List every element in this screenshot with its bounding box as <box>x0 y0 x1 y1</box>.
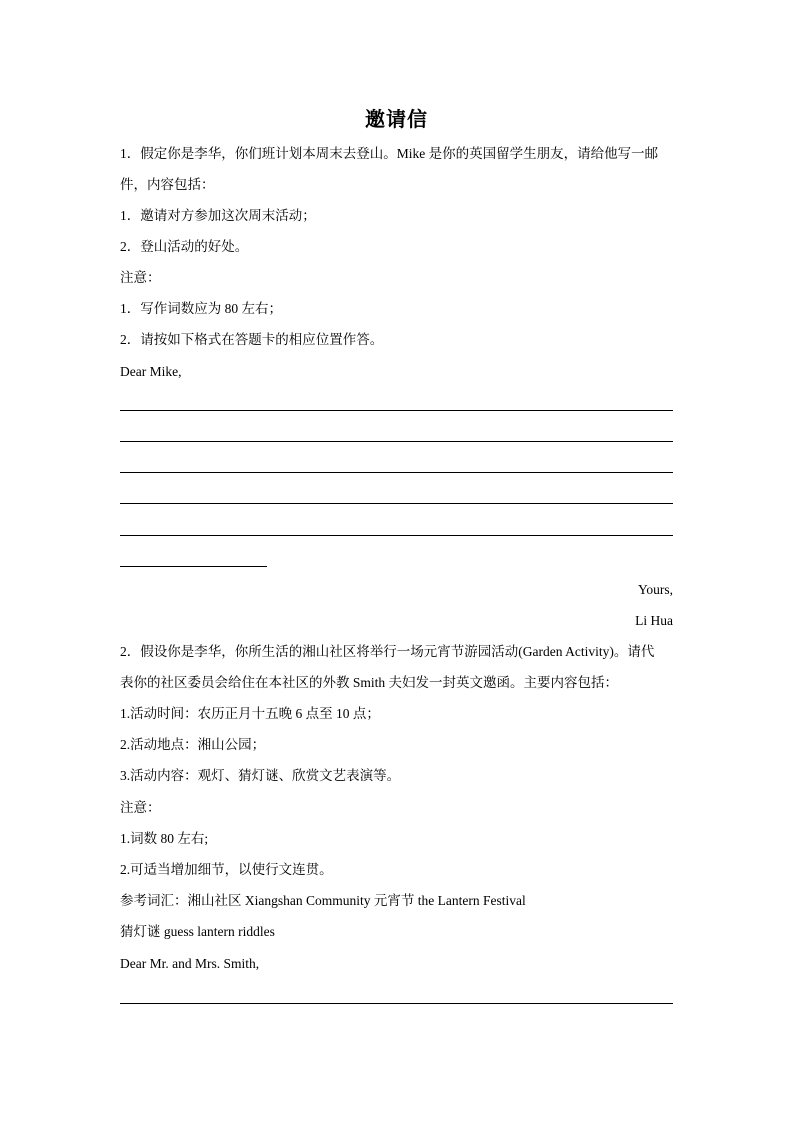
q2-prompt-line-1: 2．假设你是李华，你所生活的湘山社区将举行一场元宵节游园活动(Garden Activity)。请代 <box>120 644 655 659</box>
q1-note-1: 1．写作词数应为 80 左右； <box>120 301 282 316</box>
q1-closing: Yours, <box>637 582 673 597</box>
q2-answer-line <box>120 1003 673 1004</box>
page-title: 邀请信 <box>365 109 428 131</box>
q1-signature: Li Hua <box>635 613 673 628</box>
q2-vocabulary-1: 参考词汇：湘山社区 Xiangshan Community 元宵节 the Lantern Festival <box>120 893 526 908</box>
q2-vocabulary-2: 猜灯谜 guess lantern riddles <box>120 924 275 939</box>
q2-requirement-1: 1.活动时间：农历正月十五晚 6 点至 10 点； <box>120 706 380 721</box>
q1-answer-line <box>120 410 673 411</box>
q2-notes-heading: 注意： <box>120 800 161 815</box>
q2-salutation: Dear Mr. and Mrs. Smith, <box>120 956 260 971</box>
q1-salutation: Dear Mike, <box>120 364 182 379</box>
q1-prompt-line-2: 件，内容包括： <box>120 177 215 192</box>
q1-requirement-1: 1．邀请对方参加这次周末活动； <box>120 208 316 223</box>
q2-note-1: 1.词数 80 左右; <box>120 831 209 846</box>
q1-answer-line <box>120 441 673 442</box>
q2-prompt-line-2: 表你的社区委员会给住在本社区的外教 Smith 夫妇发一封英文邀函。主要内容包括： <box>120 675 619 690</box>
q2-requirement-3: 3.活动内容：观灯、猜灯谜、欣赏文艺表演等。 <box>120 768 401 783</box>
q1-answer-line <box>120 503 673 504</box>
q1-note-2: 2．请按如下格式在答题卡的相应位置作答。 <box>120 332 384 347</box>
q2-requirement-2: 2.活动地点：湘山公园； <box>120 737 266 752</box>
q2-note-2: 2.可适当增加细节，以使行文连贯。 <box>120 862 333 877</box>
q1-notes-heading: 注意： <box>120 270 161 285</box>
q1-answer-line-short <box>120 566 267 567</box>
q1-prompt-line-1: 1．假定你是李华，你们班计划本周末去登山。Mike 是你的英国留学生朋友，请给他写一邮 <box>120 146 659 161</box>
q1-requirement-2: 2．登山活动的好处。 <box>120 239 249 254</box>
q1-answer-line <box>120 472 673 473</box>
q1-answer-line <box>120 535 673 536</box>
